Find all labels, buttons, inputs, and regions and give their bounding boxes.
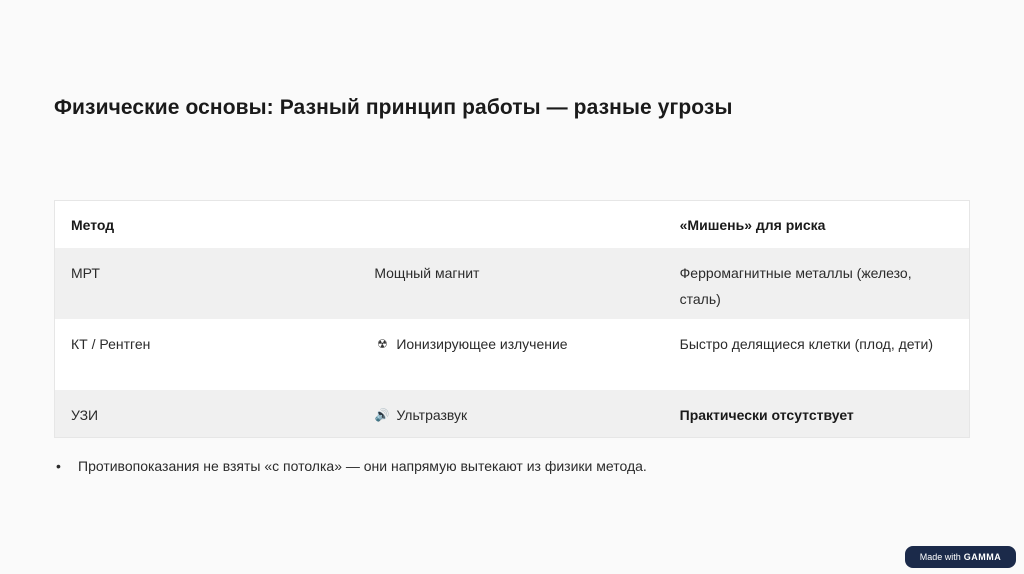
principle-text: Ультразвук bbox=[396, 407, 468, 423]
target-cell: Практически отсутствует bbox=[679, 407, 854, 423]
radiation-icon: ☢ bbox=[376, 337, 388, 351]
principle-cell bbox=[354, 248, 663, 319]
method-cell: КТ / Рентген bbox=[71, 336, 151, 352]
bullet-item bbox=[54, 458, 647, 474]
table-row bbox=[55, 319, 969, 390]
header-principle bbox=[354, 201, 663, 248]
badge-brand: GAMMA bbox=[963, 552, 1002, 562]
table-row bbox=[55, 248, 969, 319]
bullet-text: Противопоказания не взяты «с потолка» — они напрямую вытекают из физики метода. bbox=[78, 458, 647, 474]
made-with-gamma-badge[interactable] bbox=[905, 546, 1016, 568]
table-header-row bbox=[55, 201, 969, 248]
speaker-icon: 🔊 bbox=[374, 408, 390, 422]
method-cell: УЗИ bbox=[71, 407, 99, 423]
bullet-dot-icon: • bbox=[56, 458, 61, 474]
target-cell: Быстро делящиеся клетки (плод, дети) bbox=[679, 336, 934, 352]
principle-cell bbox=[354, 390, 663, 437]
method-cell: МРТ bbox=[71, 265, 100, 281]
principle-text: Ионизирующее излучение bbox=[396, 336, 568, 352]
header-method: Метод bbox=[71, 217, 115, 233]
principle-cell bbox=[354, 319, 663, 390]
badge-prefix: Made with bbox=[919, 552, 961, 562]
slide-title: Физические основы: Разный принцип работы — разные угрозы bbox=[54, 96, 733, 119]
target-cell: Ферромагнитные металлы (железо, сталь) bbox=[679, 265, 912, 307]
principle-text: Мощный магнит bbox=[374, 265, 480, 281]
comparison-table bbox=[54, 200, 970, 438]
header-risk-target: «Мишень» для риска bbox=[679, 217, 826, 233]
table-row bbox=[55, 390, 969, 437]
